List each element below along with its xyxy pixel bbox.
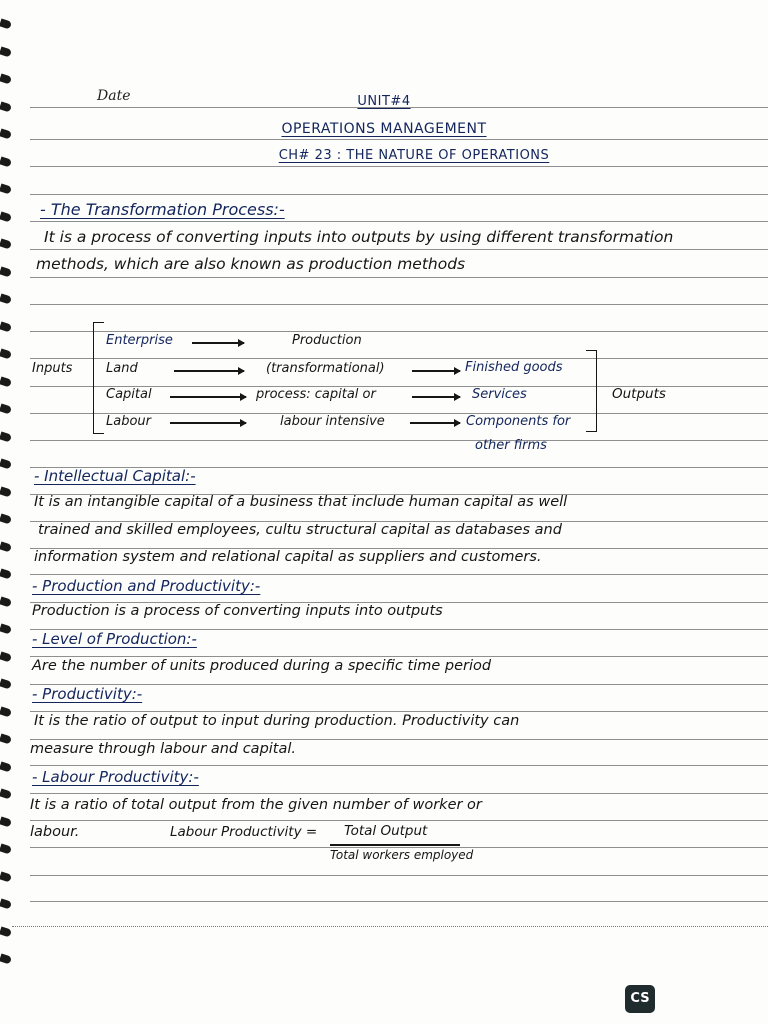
- intellectual-line-2: trained and skilled employees, cultu structural capital as databases and: [38, 522, 562, 538]
- output-services: Services: [472, 387, 527, 402]
- date-label: Date: [97, 88, 131, 104]
- ruled-line: [30, 249, 768, 250]
- ruled-line: [30, 304, 768, 305]
- binding-hole: [0, 733, 12, 744]
- ruled-line: [30, 221, 768, 222]
- arrow-enterprise: [192, 342, 244, 344]
- binding-hole: [0, 348, 12, 359]
- ruled-line: [30, 574, 768, 575]
- binding-hole: [0, 596, 12, 607]
- binding-hole: [0, 238, 12, 249]
- camscanner-logo: CS: [625, 985, 655, 1013]
- arrow-land: [174, 370, 244, 372]
- intellectual-heading: - Intellectual Capital:-: [34, 467, 196, 485]
- productivity-heading: - Productivity:-: [32, 685, 143, 703]
- binding-hole: [0, 678, 12, 689]
- inputs-label: Inputs: [32, 361, 73, 376]
- output-components: Components for: [466, 414, 571, 429]
- ruled-line: [30, 901, 768, 902]
- ruled-line: [30, 166, 768, 167]
- binding-hole: [0, 513, 12, 524]
- formula-left: Labour Productivity =: [170, 824, 318, 840]
- formula-numerator: Total Output: [344, 823, 428, 839]
- binding-hole: [0, 651, 12, 662]
- production-heading: - Production and Productivity:-: [32, 577, 261, 595]
- arrow-capital: [170, 396, 246, 398]
- labour-line-1: It is a ratio of total output from the given number of worker or: [30, 797, 482, 813]
- ruled-line: [30, 139, 768, 140]
- intellectual-line-1: It is an intangible capital of a business that include human capital as well: [34, 494, 568, 510]
- intellectual-line-3: information system and relational capital as suppliers and customers.: [34, 549, 542, 565]
- binding-hole: [0, 541, 12, 552]
- binding-hole: [0, 816, 12, 827]
- labour-heading: - Labour Productivity:-: [32, 768, 199, 786]
- binding-hole: [0, 266, 12, 277]
- arrow-components: [410, 422, 460, 424]
- ruled-line: [30, 194, 768, 195]
- inputs-bracket: [93, 322, 104, 434]
- productivity-line-1: It is the ratio of output to input during production. Productivity can: [34, 713, 520, 729]
- production-line-1: Production is a process of converting inputs into outputs: [32, 603, 443, 619]
- output-other-firms: other firms: [475, 438, 547, 453]
- binding-hole: [0, 376, 12, 387]
- spiral-binding: [0, 20, 18, 980]
- input-enterprise: Enterprise: [106, 333, 173, 348]
- transformation-line-1: It is a process of converting inputs into outputs by using different transformation: [44, 228, 674, 246]
- labour-line-2: labour.: [30, 824, 80, 840]
- chapter-title: CH# 23 : THE NATURE OF OPERATIONS: [278, 148, 550, 163]
- binding-hole: [0, 898, 12, 909]
- input-land: Land: [106, 361, 138, 376]
- ruled-line: [30, 765, 768, 766]
- ruled-line: [30, 793, 768, 794]
- input-labour: Labour: [106, 414, 151, 429]
- transformation-line-2: methods, which are also known as production methods: [36, 255, 466, 273]
- arrow-labour: [170, 422, 246, 424]
- process-transformational: (transformational): [266, 361, 385, 376]
- productivity-line-2: measure through labour and capital.: [30, 741, 297, 757]
- ruled-line: [30, 440, 768, 441]
- level-heading: - Level of Production:-: [32, 630, 197, 648]
- binding-hole: [0, 788, 12, 799]
- ruled-line: [30, 820, 768, 821]
- binding-hole: [0, 431, 12, 442]
- transformation-heading: - The Transformation Process:-: [40, 200, 285, 219]
- fraction-bar: [330, 844, 460, 846]
- binding-hole: [0, 706, 12, 717]
- outputs-label: Outputs: [612, 386, 666, 402]
- binding-hole: [0, 568, 12, 579]
- process-labour-intensive: labour intensive: [280, 414, 385, 429]
- ruled-line: [30, 331, 768, 332]
- arrow-services: [412, 396, 460, 398]
- binding-hole: [0, 953, 12, 964]
- binding-hole: [0, 183, 12, 194]
- arrow-finished: [412, 370, 460, 372]
- ruled-line: [30, 875, 768, 876]
- binding-hole: [0, 46, 12, 57]
- process-production: Production: [292, 333, 362, 348]
- binding-hole: [0, 156, 12, 167]
- unit-title: UNIT#4: [357, 94, 411, 109]
- binding-hole: [0, 211, 12, 222]
- subject-title: OPERATIONS MANAGEMENT: [281, 121, 487, 137]
- outputs-bracket: [586, 350, 597, 432]
- binding-hole: [0, 871, 12, 882]
- page-bottom-edge: [12, 926, 768, 928]
- input-capital: Capital: [106, 387, 152, 402]
- binding-hole: [0, 458, 12, 469]
- binding-hole: [0, 623, 12, 634]
- formula-denominator: Total workers employed: [330, 848, 474, 862]
- binding-hole: [0, 321, 12, 332]
- binding-hole: [0, 843, 12, 854]
- ruled-line: [30, 711, 768, 712]
- binding-hole: [0, 293, 12, 304]
- binding-hole: [0, 926, 12, 937]
- process-capital-or: process: capital or: [256, 387, 376, 402]
- ruled-line: [30, 656, 768, 657]
- level-line-1: Are the number of units produced during a specific time period: [32, 658, 492, 674]
- binding-hole: [0, 403, 12, 414]
- binding-hole: [0, 73, 12, 84]
- binding-hole: [0, 761, 12, 772]
- binding-hole: [0, 18, 12, 29]
- output-finished-goods: Finished goods: [465, 360, 563, 375]
- ruled-line: [30, 739, 768, 740]
- ruled-line: [30, 358, 768, 359]
- ruled-line: [30, 277, 768, 278]
- binding-hole: [0, 486, 12, 497]
